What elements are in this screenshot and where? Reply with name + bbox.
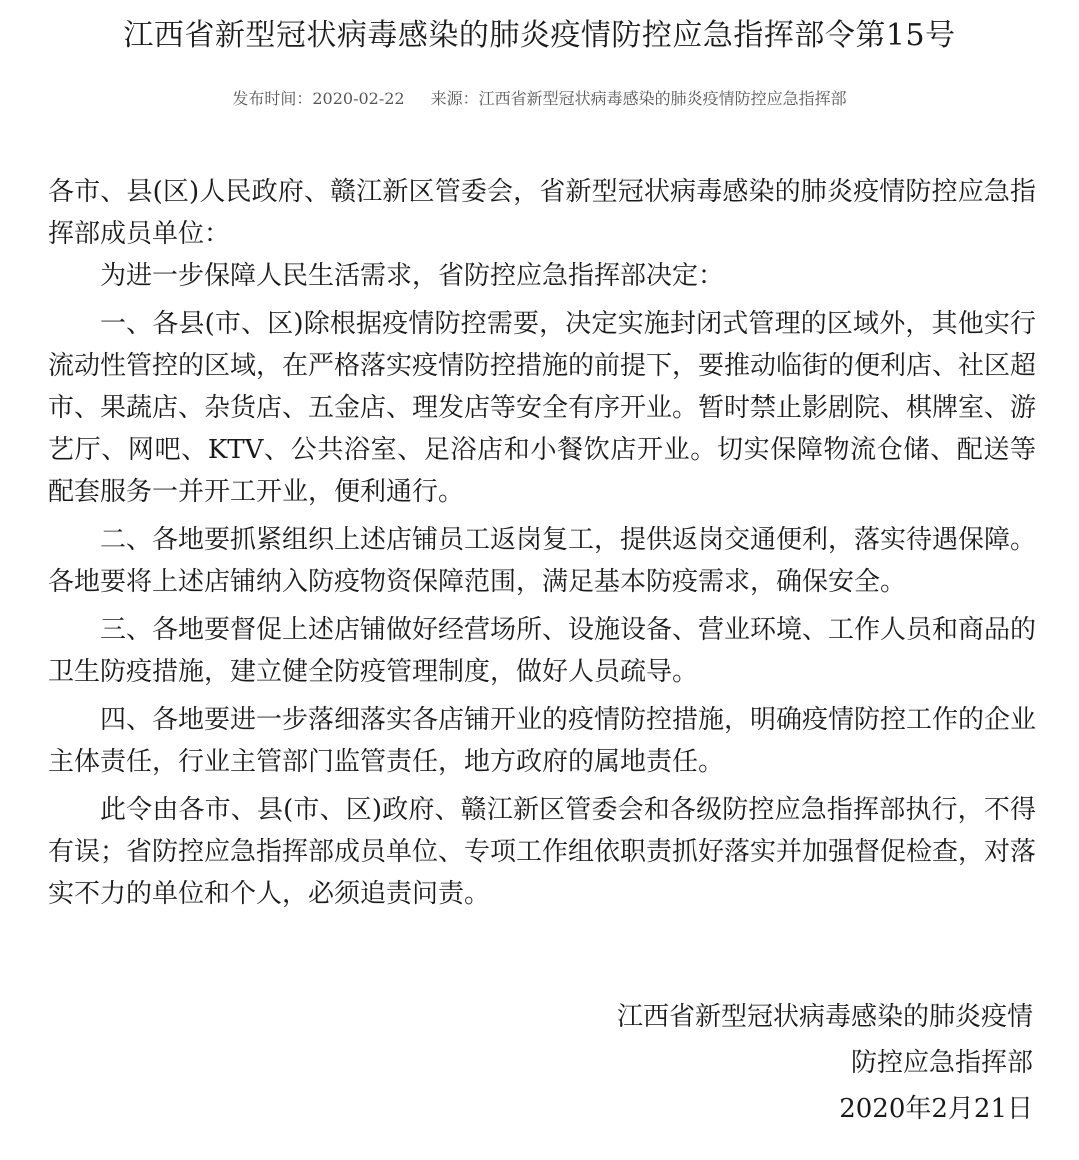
document-body [48,171,1036,921]
body-paragraph: 四、各地要进一步落细落实各店铺开业的疫情防控措施，明确疫情防控工作的企业主体责任，行业主管部门监管责任，地方政府的属地责任。 [48,705,1037,777]
publish-time: 发布时间：2020-02-22 [232,89,405,108]
document-meta [0,86,1079,112]
source: 来源：江西省新型冠状病毒感染的肺炎疫情防控应急指挥部 [430,89,847,108]
signature-org-line2: 防控应急指挥部 [850,1048,1033,1078]
body-paragraph: 三、各地要督促上述店铺做好经营场所、设施设备、营业环境、工作人员和商品的卫生防疫措施，建立健全防疫管理制度，做好人员疏导。 [48,615,1037,687]
body-paragraph: 为进一步保障人民生活需求，省防控应急指挥部决定： [100,261,725,291]
signature-date: 2020年2月21日 [839,1094,1033,1124]
signature-block [617,994,1033,1132]
document-title: 江西省新型冠状病毒感染的肺炎疫情防控应急指挥部令第15号 [123,18,956,53]
addressee-paragraph: 各市、县(区)人民政府、赣江新区管委会，省新型冠状病毒感染的肺炎疫情防控应急指挥部成员单位： [48,177,1036,249]
signature-org-line1: 江西省新型冠状病毒感染的肺炎疫情 [616,1002,1033,1032]
body-paragraph: 二、各地要抓紧组织上述店铺员工返岗复工，提供返岗交通便利，落实待遇保障。各地要将上述店铺纳入防疫物资保障范围，满足基本防疫需求，确保安全。 [48,525,1037,597]
body-paragraph: 一、各县(市、区)除根据疫情防控需要，决定实施封闭式管理的区域外，其他实行流动性管控的区域，在严格落实疫情防控措施的前提下，要推动临街的便利店、社区超市、果蔬店、杂货店、五金店、理发店等安全有序开业。暂时禁止影剧院、棋牌室、游艺厅、网吧、KTV、公共浴室、足浴店和小餐饮店开业。切实保障物流仓储、配送等配套服务一并开工开业，便利通行。 [48,309,1037,507]
body-paragraph: 此令由各市、县(市、区)政府、赣江新区管委会和各级防控应急指挥部执行，不得有误；省防控应急指挥部成员单位、专项工作组依职责抓好落实并加强督促检查，对落实不力的单位和个人，必须追责问责。 [48,795,1037,909]
